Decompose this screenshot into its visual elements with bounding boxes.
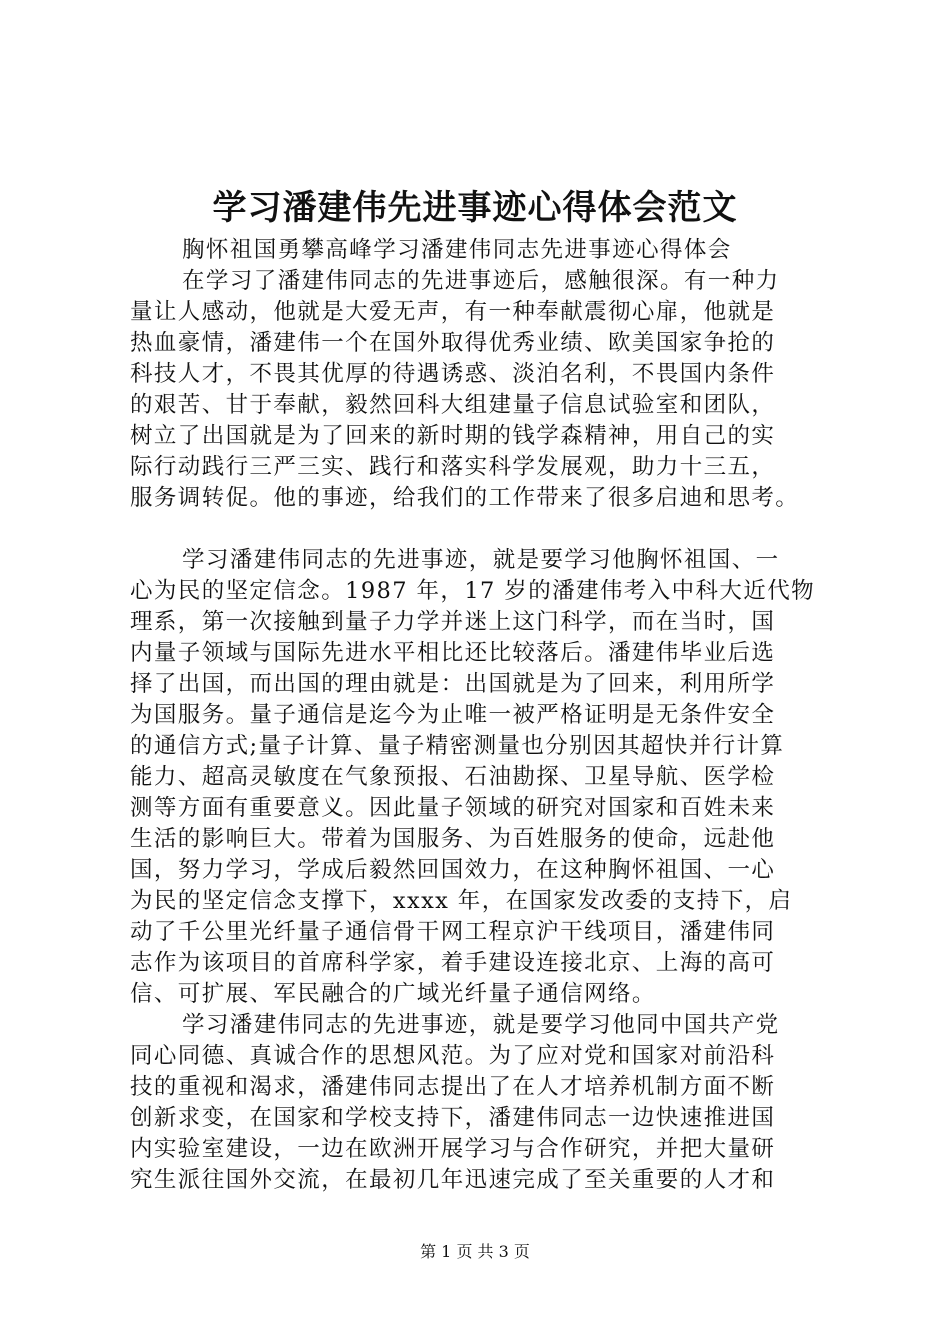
text-line: 内实验室建设，一边在欧洲开展学习与合作研究，并把大量研 [130,1136,776,1162]
text-line: 能力、超高灵敏度在气象预报、石油勘探、卫星导航、医学检 [130,764,776,790]
text-line: 动了千公里光纤量子通信骨干网工程京沪干线项目，潘建伟同 [130,919,776,945]
text-line: 为民的坚定信念支撑下，xxxx 年，在国家发改委的支持下，启 [130,888,793,914]
text-line: 科技人才，不畏其优厚的待遇诱惑、淡泊名利，不畏国内条件 [130,361,776,387]
paragraph-gap [130,514,830,545]
text-line: 志作为该项目的首席科学家，着手建设连接北京、上海的高可 [130,950,776,976]
text-line: 胸怀祖国勇攀高峰学习潘建伟同志先进事迹心得体会 [182,237,732,263]
text-line: 同心同德、真诚合作的思想风范。为了应对党和国家对前沿科 [130,1043,776,1069]
text-line: 择了出国，而出国的理由就是：出国就是为了回来，利用所学 [130,671,776,697]
text-line: 在学习了潘建伟同志的先进事迹后，感触很深。有一种力 [182,268,780,294]
text-line: 究生派往国外交流，在最初几年迅速完成了至关重要的人才和 [130,1167,776,1193]
document-title: 学习潘建伟先进事迹心得体会范文 [212,188,738,228]
text-line: 内量子领域与国际先进水平相比还比较落后。潘建伟毕业后选 [130,640,776,666]
text-line: 热血豪情，潘建伟一个在国外取得优秀业绩、欧美国家争抢的 [130,330,776,356]
text-line: 技的重视和渴求，潘建伟同志提出了在人才培养机制方面不断 [130,1074,776,1100]
text-line: 测等方面有重要意义。因此量子领域的研究对国家和百姓未来 [130,795,776,821]
text-line: 的艰苦、甘于奉献，毅然回科大组建量子信息试验室和团队， [130,392,776,418]
text-line: 信、可扩展、军民融合的广域光纤量子通信网络。 [130,981,656,1007]
text-line: 学习潘建伟同志的先进事迹，就是要学习他同中国共产党 [182,1012,780,1038]
text-line: 量让人感动，他就是大爱无声，有一种奉献震彻心扉，他就是 [130,299,776,325]
text-line: 际行动践行三严三实、践行和落实科学发展观，助力十三五， [130,454,776,480]
text-line: 树立了出国就是为了回来的新时期的钱学森精神，用自己的实 [130,423,776,449]
document-body [130,235,830,1196]
text-line: 的通信方式;量子计算、量子精密测量也分别因其超快并行计算 [130,733,785,759]
text-line: 服务调转促。他的事迹，给我们的工作带来了很多启迪和思考。 [130,485,800,511]
page-footer: 第 1 页 共 3 页 [420,1242,530,1261]
text-line: 为国服务。量子通信是迄今为止唯一被严格证明是无条件安全 [130,702,776,728]
text-line: 学习潘建伟同志的先进事迹，就是要学习他胸怀祖国、一 [182,547,780,573]
text-line: 创新求变，在国家和学校支持下，潘建伟同志一边快速推进国 [130,1105,776,1131]
text-line: 心为民的坚定信念。1987 年，17 岁的潘建伟考入中科大近代物 [130,578,815,604]
text-line: 生活的影响巨大。带着为国服务、为百姓服务的使命，远赴他 [130,826,776,852]
text-line: 国，努力学习，学成后毅然回国效力，在这种胸怀祖国、一心 [130,857,776,883]
text-line: 理系，第一次接触到量子力学并迷上这门科学，而在当时，国 [130,609,776,635]
